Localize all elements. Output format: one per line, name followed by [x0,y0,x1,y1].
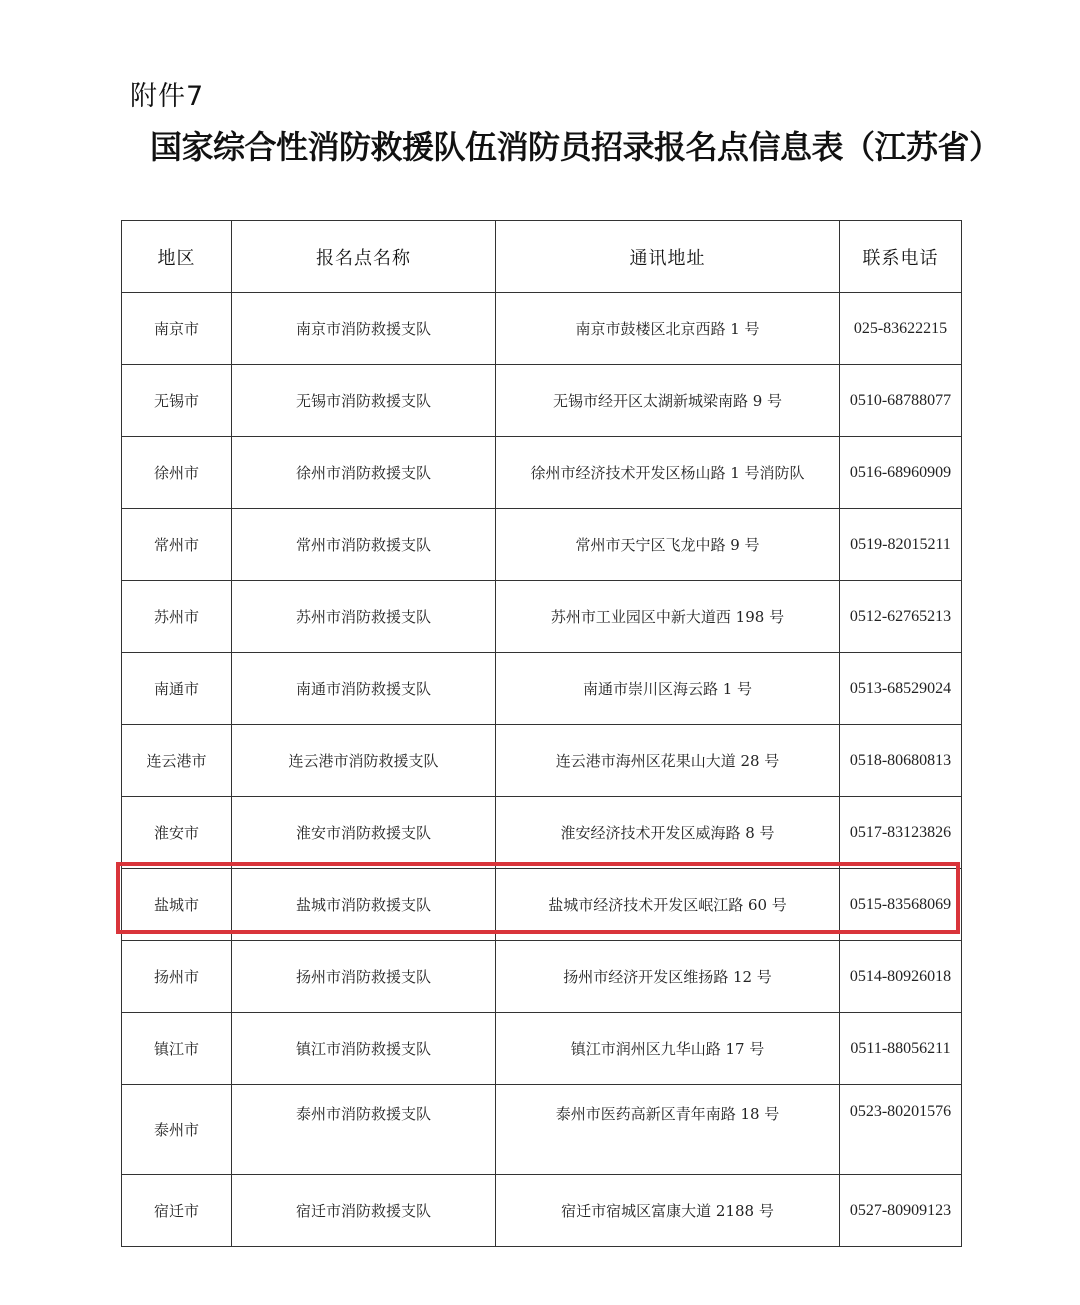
address-cell: 泰州市医药高新区青年南路 18 号 [496,1085,840,1175]
table-row [122,1085,962,1175]
address-cell: 扬州市经济开发区维扬路 12 号 [496,941,840,1013]
site-name-cell: 苏州市消防救援支队 [232,581,496,653]
address-cell: 常州市天宁区飞龙中路 9 号 [496,509,840,581]
highlighted-table-row [122,869,962,941]
table-row [122,509,962,581]
table-row [122,725,962,797]
region-cell: 无锡市 [122,365,232,437]
address-cell: 徐州市经济技术开发区杨山路 1 号消防队 [496,437,840,509]
site-name-cell: 镇江市消防救援支队 [232,1013,496,1085]
phone-cell: 0516-68960909 [840,437,962,509]
header-region: 地区 [122,221,232,293]
table-row [122,941,962,1013]
region-cell: 苏州市 [122,581,232,653]
site-name-cell: 宿迁市消防救援支队 [232,1175,496,1247]
table-header-row [122,221,962,293]
site-name-cell: 扬州市消防救援支队 [232,941,496,1013]
region-cell: 镇江市 [122,1013,232,1085]
table-row [122,581,962,653]
phone-cell: 025-83622215 [840,293,962,365]
address-cell: 无锡市经开区太湖新城梁南路 9 号 [496,365,840,437]
address-cell: 连云港市海州区花果山大道 28 号 [496,725,840,797]
table-row [122,1175,962,1247]
phone-cell: 0513-68529024 [840,653,962,725]
document-title: 国家综合性消防救援队伍消防员招录报名点信息表（江苏省） [150,128,1001,166]
table-row [122,293,962,365]
table-row [122,437,962,509]
header-address: 通讯地址 [496,221,840,293]
phone-cell: 0511-88056211 [840,1013,962,1085]
table-row [122,797,962,869]
site-name-cell: 南京市消防救援支队 [232,293,496,365]
address-cell: 苏州市工业园区中新大道西 198 号 [496,581,840,653]
phone-cell: 0523-80201576 [840,1085,962,1175]
table-row [122,365,962,437]
phone-cell: 0512-62765213 [840,581,962,653]
site-name-cell: 泰州市消防救援支队 [232,1085,496,1175]
region-cell: 常州市 [122,509,232,581]
region-cell: 淮安市 [122,797,232,869]
phone-cell: 0510-68788077 [840,365,962,437]
site-name-cell: 连云港市消防救援支队 [232,725,496,797]
phone-cell: 0515-83568069 [840,869,962,941]
phone-cell: 0519-82015211 [840,509,962,581]
site-name-cell: 淮安市消防救援支队 [232,797,496,869]
site-name-cell: 盐城市消防救援支队 [232,869,496,941]
phone-cell: 0518-80680813 [840,725,962,797]
site-name-cell: 徐州市消防救援支队 [232,437,496,509]
attachment-label: 附件7 [130,81,205,112]
region-cell: 扬州市 [122,941,232,1013]
region-cell: 泰州市 [122,1085,232,1175]
registration-sites-table [121,220,962,1247]
region-cell: 盐城市 [122,869,232,941]
phone-cell: 0514-80926018 [840,941,962,1013]
region-cell: 南通市 [122,653,232,725]
region-cell: 徐州市 [122,437,232,509]
site-name-cell: 无锡市消防救援支队 [232,365,496,437]
table-row [122,653,962,725]
phone-cell: 0517-83123826 [840,797,962,869]
address-cell: 南京市鼓楼区北京西路 1 号 [496,293,840,365]
site-name-cell: 常州市消防救援支队 [232,509,496,581]
table-row [122,1013,962,1085]
address-cell: 宿迁市宿城区富康大道 2188 号 [496,1175,840,1247]
site-name-cell: 南通市消防救援支队 [232,653,496,725]
region-cell: 连云港市 [122,725,232,797]
address-cell: 南通市崇川区海云路 1 号 [496,653,840,725]
header-site-name: 报名点名称 [232,221,496,293]
header-phone: 联系电话 [840,221,962,293]
phone-cell: 0527-80909123 [840,1175,962,1247]
address-cell: 镇江市润州区九华山路 17 号 [496,1013,840,1085]
address-cell: 淮安经济技术开发区威海路 8 号 [496,797,840,869]
region-cell: 宿迁市 [122,1175,232,1247]
region-cell: 南京市 [122,293,232,365]
address-cell: 盐城市经济技术开发区岷江路 60 号 [496,869,840,941]
